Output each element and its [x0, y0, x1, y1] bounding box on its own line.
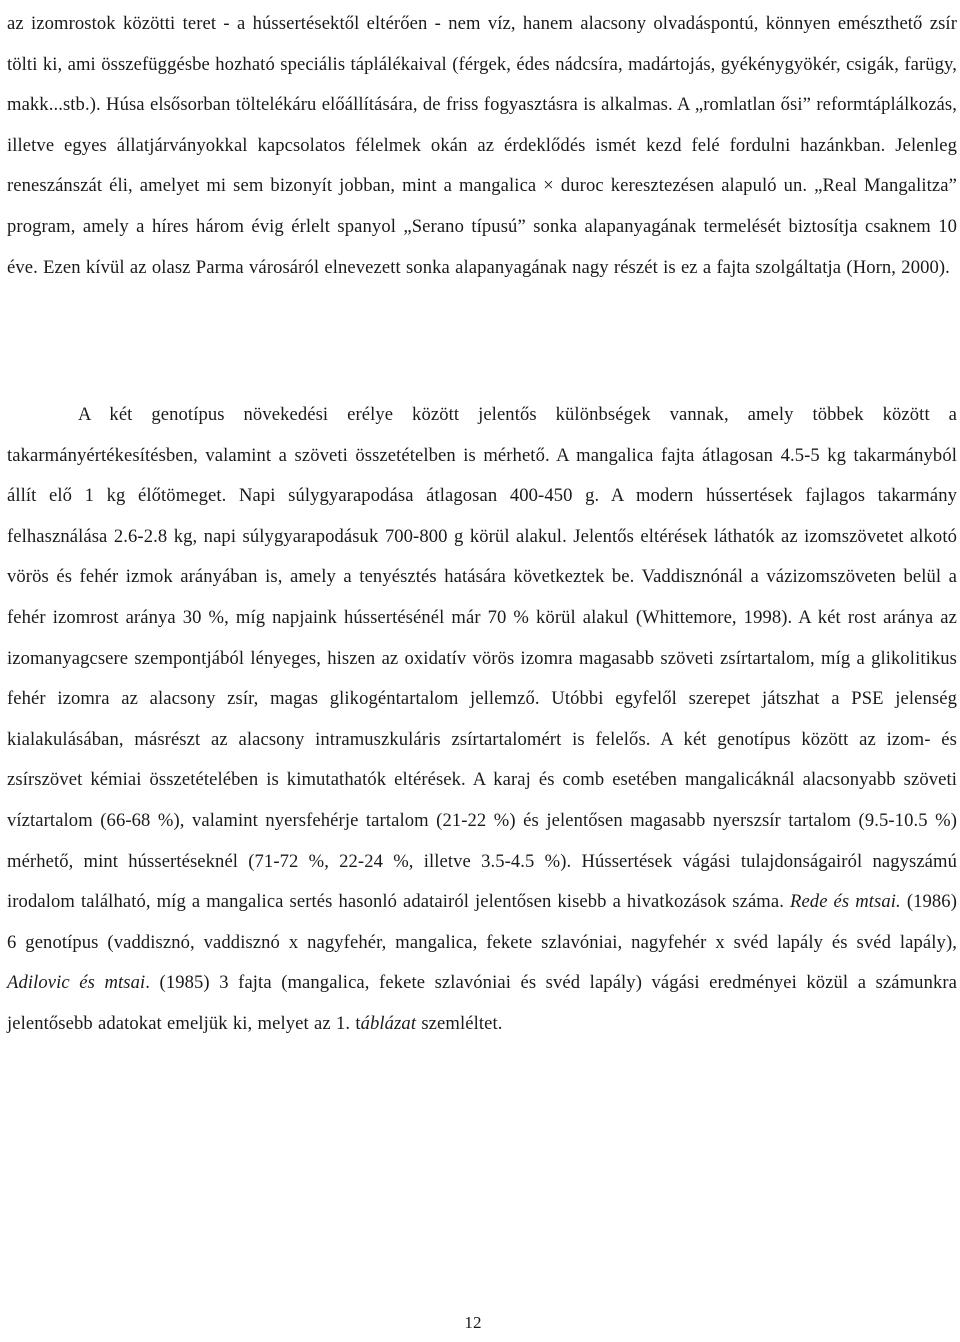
- paragraph-text: szemléltet.: [416, 1012, 503, 1034]
- paragraph-text: (1986) 6 genotípus (vaddisznó, vaddisznó x nagyfehér, mangalica, fekete szlavóniai, nagyfehér x svéd lapály és svéd lapály),: [7, 891, 957, 953]
- paragraph-text: A két genotípus növekedési erélye között jelentős különbségek vannak, amely többek között a takarmányértékesítésben, valamint a szöveti összetételben is mérhető. A mangalica fajta átlagosan 4.5-5 kg takarmányból állít elő 1 kg élőtömeget. Napi súlygyarapodása átlagosan 400-450 g. A modern hússertések fajlagos takarmány felhasználása 2.6-2.8 kg, napi súlygyarapodásuk 700-800 g körül alakul. Jelentős eltérések láthatók az izomszövetet alkotó vörös és fehér izmok arányában is, amely a tenyésztés hatására következtek be. Vaddisznónál a vázizomszöveten belül a fehér izomrost aránya 30 %, míg napjaink hússertésénél már 70 % körül alakul (Whittemore, 1998). A két rost aránya az izomanyagcsere szempontjából lényeges, hiszen az oxidatív vörös izomra magasabb szöveti zsírtartalom, míg a glikolitikus fehér izomra az alacsony zsír, magas glikogéntartalom jellemző. Utóbbi egyfelől szerepet játszhat a PSE jelenség kialakulásában, másrészt az alacsony intramuszkuláris zsírtartalomért is felelős. A két genotípus között az izom- és zsírszövet kémiai összetételében is kimutathatók eltérések. A karaj és comb esetében mangalicáknál alacsonyabb szöveti víztartalom (66-68 %), valamint nyersfehérje tartalom (21-22 %) és jelentősen magasabb nyerszsír tartalom (9.5-10.5 %) mérhető, mint hússertéseknél (71-72 %, 22-24 %, illetve 3.5-4.5 %). Hússertések vágási tulajdonságairól nagyszámú irodalom található, míg a mangalica sertés hasonló adatairól jelentősen kisebb a hivatkozások száma.: [7, 404, 957, 913]
- paragraph-intro: az izomrostok közötti teret - a hússertésektől eltérően - nem víz, hanem alacsony olvadáspontú, könnyen emészthető zsír tölti ki, ami összefüggésbe hozható speciális táplálékaival (férgek, édes nádcsíra, madártojás, gyékénygyökér, csigák, farügy, makk...stb.). Húsa elsősorban töltelékáru előállítására, de friss fogyasztásra is alkalmas. A „romlatlan ősi” reformtáplálkozás, illetve egyes állatjárványokkal kapcsolatos félelmek okán az érdeklődés ismét kezd felé fordulni hazánkban. Jelenleg reneszánszát éli, amelyet mi sem bizonyít jobban, mint a mangalica × duroc keresztezésen alapuló un. „Real Mangalitza” program, amely a híres három évig érlelt spanyol „Serano típusú” sonka alapanyagának termelését biztosítja csaknem 10 éve. Ezen kívül az olasz Parma városáról elnevezett sonka alapanyagának nagy részét is ez a fajta szolgáltatja (Horn, 2000).: [7, 13, 957, 278]
- page-number: 12: [464, 1313, 482, 1332]
- paragraph-text: . (1985) 3 fajta (mangalica, fekete szlavóniai és svéd lapály) vágási eredményei közül a számunkra jelentősebb adatokat emeljük ki, melyet az 1. t: [7, 972, 958, 1034]
- citation-rede: Rede és mtsai.: [789, 891, 901, 913]
- table-reference: áblázat: [360, 1012, 417, 1034]
- citation-adilovic: Adilovic és mtsai: [7, 972, 146, 994]
- paragraph-genotypes: [7, 395, 957, 1045]
